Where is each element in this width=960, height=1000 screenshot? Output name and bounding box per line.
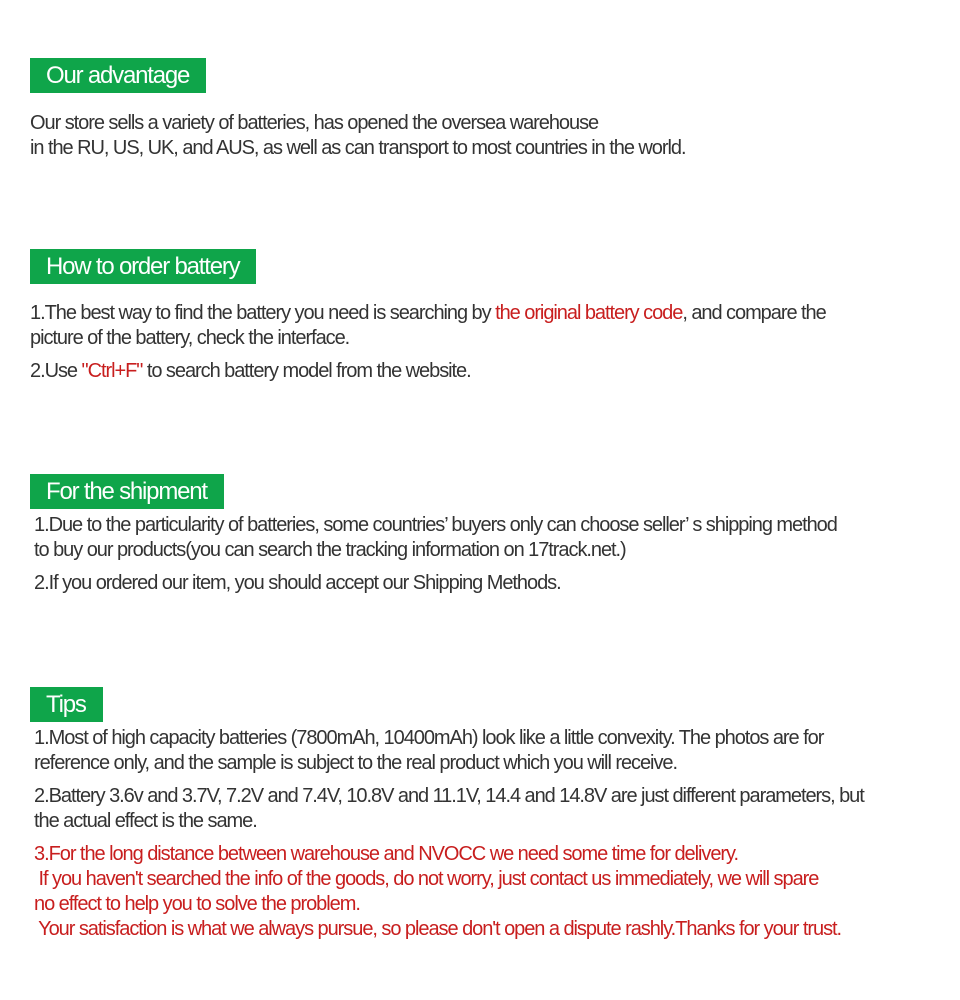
text-line: 2.Battery 3.6v and 3.7V, 7.2V and 7.4V, 10.8V and 11.1V, 14.4 and 14.8V are just different parameters, but	[34, 785, 864, 807]
highlight-text: "Ctrl+F"	[81, 360, 143, 382]
text-line: picture of the battery, check the interface.	[30, 327, 350, 349]
warning-line: no effect to help you to solve the problem.	[34, 893, 360, 915]
warning-line: If you haven't searched the info of the goods, do not worry, just contact us immediately, we will spare	[34, 868, 819, 890]
text-line: Our store sells a variety of batteries, has opened the oversea warehouse	[30, 112, 599, 134]
section-title: Tips	[30, 687, 103, 722]
text-line: the actual effect is the same.	[34, 810, 257, 832]
text-line: to buy our products(you can search the tracking information on 17track.net.)	[34, 539, 626, 561]
text: , and compare the	[682, 302, 826, 324]
text-line: 1.Most of high capacity batteries (7800mAh, 10400mAh) look like a little convexity. The photos are for	[34, 727, 824, 749]
section-our-advantage	[30, 58, 685, 161]
text: 2.Use	[30, 360, 82, 382]
section-tips	[30, 687, 864, 942]
text-line: in the RU, US, UK, and AUS, as well as can transport to most countries in the world.	[30, 137, 686, 159]
section-title: How to order battery	[30, 249, 256, 284]
warning-line: 3.For the long distance between warehouse and NVOCC we need some time for delivery.	[34, 843, 739, 865]
section-title: Our advantage	[30, 58, 206, 93]
section-shipment	[30, 474, 837, 596]
text: 1.The best way to find the battery you need is searching by	[30, 302, 496, 324]
text: to search battery model from the website.	[142, 360, 471, 382]
section-title: For the shipment	[30, 474, 224, 509]
text-line: 2.If you ordered our item, you should accept our Shipping Methods.	[34, 572, 561, 594]
text-line: reference only, and the sample is subject to the real product which you will receive.	[34, 752, 677, 774]
warning-line: Your satisfaction is what we always pursue, so please don't open a dispute rashly.Thanks for your trust.	[34, 918, 842, 940]
text-line: 1.Due to the particularity of batteries, some countries’ buyers only can choose seller’ s shipping method	[34, 514, 837, 536]
section-how-to-order	[30, 249, 826, 384]
text-line	[30, 359, 826, 384]
highlight-text: the original battery code	[495, 302, 683, 324]
text-line	[30, 301, 826, 326]
